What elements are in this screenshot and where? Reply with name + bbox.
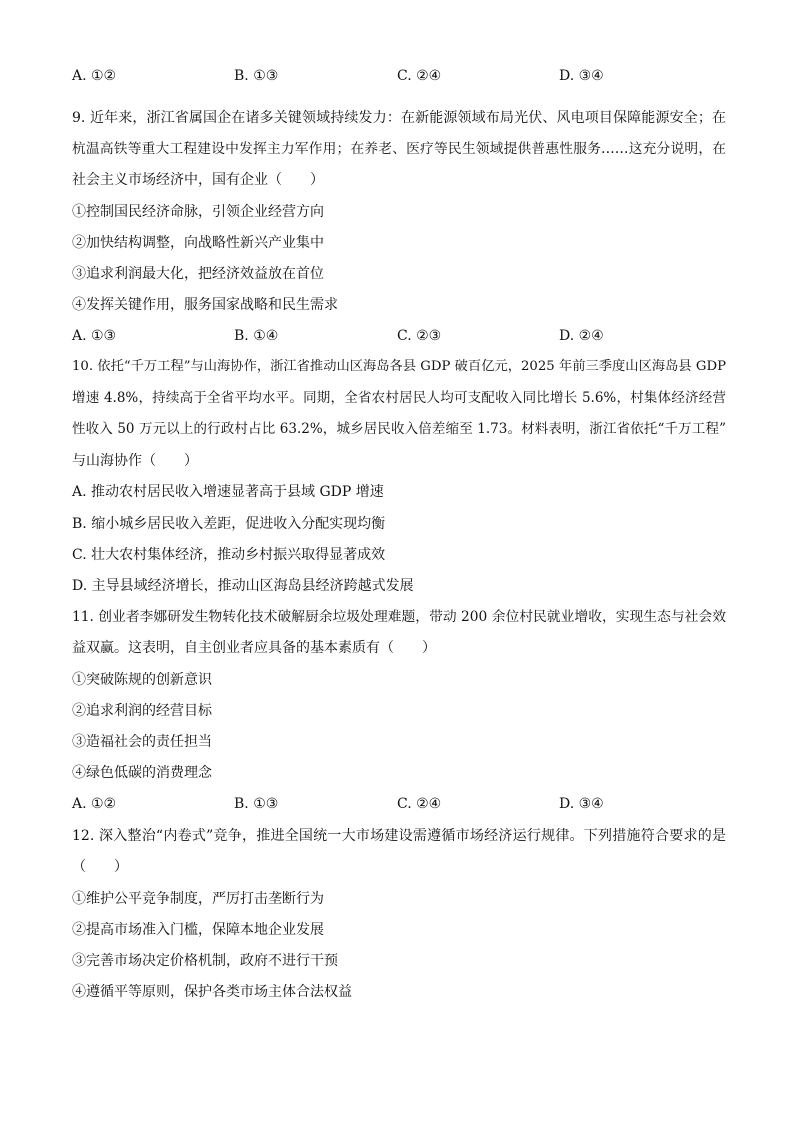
q11-options	[72, 794, 726, 814]
q12-stem-line: 12. 深入整治“内卷式”竞争，推进全国统一大市场建设需遵循市场经济运行规律。下列措施符合要求的是	[72, 828, 726, 844]
q10-option-d[interactable]: D. 主导县域经济增长，推动山区海岛县经济跨越式发展	[72, 578, 414, 594]
q10-stem-line: 性收入 50 万元以上的行政村占比 63.2%，城乡居民收入倍差缩至 1.73。材料表明，浙江省依托“千万工程”	[72, 421, 726, 437]
q12-statement: ①维护公平竞争制度，严厉打击垄断行为	[72, 891, 324, 907]
q12-statement: ④遵循平等原则，保护各类市场主体合法权益	[72, 984, 352, 1000]
q9-statement: ①控制国民经济命脉，引领企业经营方向	[72, 204, 324, 220]
q11-stem-line: 益双赢。这表明，自主创业者应具备的基本素质有（ ）	[72, 640, 436, 656]
q11-statement: ③造福社会的责任担当	[72, 734, 212, 750]
q9-statement: ②加快结构调整，向战略性新兴产业集中	[72, 235, 324, 251]
q8-option-c[interactable]: C. ②④	[397, 68, 442, 84]
q10-stem-line: 与山海协作（ ）	[72, 453, 198, 469]
q9-stem-line: 社会主义市场经济中，国有企业（ ）	[72, 172, 324, 188]
q11-option-b[interactable]: B. ①③	[234, 796, 279, 812]
q11-option-d[interactable]: D. ③④	[559, 796, 604, 812]
q10-option-b[interactable]: B. 缩小城乡居民收入差距，促进收入分配实现均衡	[72, 516, 386, 532]
q9-option-d[interactable]: D. ②④	[559, 328, 604, 344]
q9-statement: ④发挥关键作用，服务国家战略和民生需求	[72, 297, 338, 313]
q8-option-a[interactable]: A. ①②	[72, 68, 117, 84]
q11-statement: ④绿色低碳的消费理念	[72, 765, 212, 781]
q9-statement: ③追求利润最大化，把经济效益放在首位	[72, 266, 324, 282]
q10-option-c[interactable]: C. 壮大农村集体经济，推动乡村振兴取得显著成效	[72, 547, 386, 563]
q8-option-b[interactable]: B. ①③	[234, 68, 279, 84]
q10-stem-line: 增速 4.8%，持续高于全省平均水平。同期，全省农村居民人均可支配收入同比增长 5.6%，村集体经济经营	[72, 390, 726, 406]
q11-option-c[interactable]: C. ②④	[397, 796, 442, 812]
q9-option-a[interactable]: A. ①③	[72, 328, 117, 344]
q11-statement: ①突破陈规的创新意识	[72, 672, 212, 688]
q9-stem-line: 杭温高铁等重大工程建设中发挥主力军作用；在养老、医疗等民生领域提供普惠性服务……这充分说明，在	[72, 141, 726, 157]
q9-option-c[interactable]: C. ②③	[397, 328, 442, 344]
q11-option-a[interactable]: A. ①②	[72, 796, 117, 812]
q12-statement: ③完善市场决定价格机制，政府不进行干预	[72, 953, 338, 969]
q9-option-b[interactable]: B. ①④	[234, 328, 279, 344]
q10-option-a[interactable]: A. 推动农村居民收入增速显著高于县域 GDP 增速	[72, 484, 384, 500]
q8-option-d[interactable]: D. ③④	[559, 68, 604, 84]
q11-stem-line: 11. 创业者李娜研发生物转化技术破解厨余垃圾处理难题，带动 200 余位村民就业增收，实现生态与社会效	[72, 609, 726, 625]
q12-stem-line: （ ）	[72, 859, 128, 875]
q9-stem-line: 9. 近年来，浙江省属国企在诸多关键领域持续发力：在新能源领域布局光伏、风电项目保障能源安全；在	[72, 110, 726, 126]
q11-statement: ②追求利润的经营目标	[72, 703, 212, 719]
q10-stem-line: 10. 依托“千万工程”与山海协作，浙江省推动山区海岛各县 GDP 破百亿元，2025 年前三季度山区海岛县 GDP	[72, 359, 726, 374]
q8-options	[72, 66, 726, 86]
q9-options	[72, 326, 726, 346]
q12-statement: ②提高市场准入门槛，保障本地企业发展	[72, 922, 324, 938]
